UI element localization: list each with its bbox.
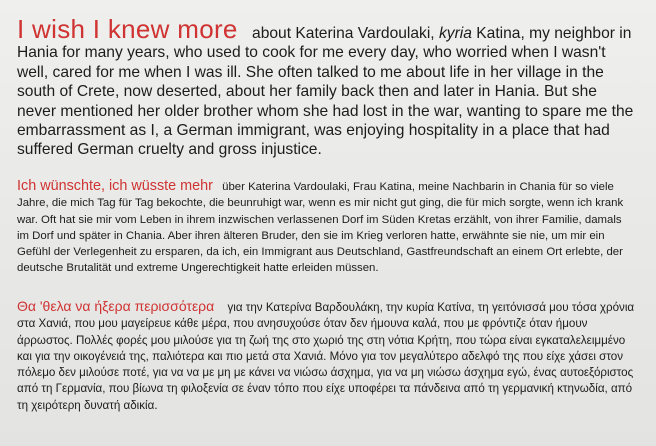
greek-text: για την Κατερίνα Βαρδουλάκη, την κυρία Κατίνα, τη γειτόνισσά μου τόσα χρόνια στα Χανιά, που μου μαγείρευε κάθε μέρα, που ανησυχούσε όταν δεν ήμουνα καλά, που με φρόντιζε όταν ήμουν άρρωστος. Πολλές φορές μου μιλούσε για τη ζωή της στο χωριό της στη νότια Κρήτη, που τώρα είναι εγκαταλελειμμένο και για την οικογένειά της, παλιότερα και πιο μετά στα Χανιά. Μόνο για τον μεγαλύτερο αδελφό της που είχε χάσει στον πόλεμο δεν μιλούσε ποτέ, για να να με μη με κάνει να νιώσω άσχημα, για να μη νιώσω άσχημα εγώ, ένας αυτοεξόριστος από τη Γερμανία, που βίωνα τη φιλοξενία σε έναν τόπο που είχε υποφέρει τα πάνδεινα από τη γερμανική κτηνωδία, από τη χειρότερη δυνατή αδικία. <box>17 301 635 412</box>
english-text-part-2: Katina, my neighbor in Hania for many years, who used to cook for me every day, who worried when I wasn't well, cared for me when I was ill. She often talked to me about life in her village in the south of Crete, now deserted, about her family back then and later in Hania. But she never mentioned her older brother whom she had lost in the war, wanting to spare me the embarrassment as I, a German immigrant, was enjoying hospitality in a place that had suffered German cruelty and gross injustice. <box>17 25 634 159</box>
english-lead-heading: I wish I knew more <box>17 14 238 44</box>
english-italic-word: kyria <box>438 25 472 42</box>
english-text-part-1: about Katerina Vardoulaki, <box>247 25 439 42</box>
german-lead-heading: Ich wünschte, ich wüsste mehr <box>17 178 213 194</box>
greek-paragraph <box>17 298 636 414</box>
greek-lead-heading: Θα 'θελα να ήξερα περισσότερα <box>17 298 215 314</box>
german-text: über Katerina Vardoulaki, Frau Katina, meine Nachbarin in Chania für so viele Jahre, die mich Tag für Tag bekochte, die beunruhigt war, wenn es mir nicht gut ging, die für mich sorgte, wenn ich krank war. Oft hat sie mir vom Leben in ihrem inzwischen verlassenen Dorf im Süden Kretas erzählt, von ihrer Familie, damals im Dorf und später in Chania. Aber ihren älteren Bruder, den sie im Krieg verloren hatte, erwähnte sie nie, um mir ein Gefühl der Verlegenheit zu ersparen, da ich, ein Immigrant aus Deutschland, Gastfreundschaft an einem Ort erlebte, der deutsche Brutalität und extreme Ungerechtigkeit hatte erleiden müssen. <box>17 181 624 275</box>
german-paragraph <box>17 178 636 277</box>
english-paragraph <box>17 14 636 160</box>
